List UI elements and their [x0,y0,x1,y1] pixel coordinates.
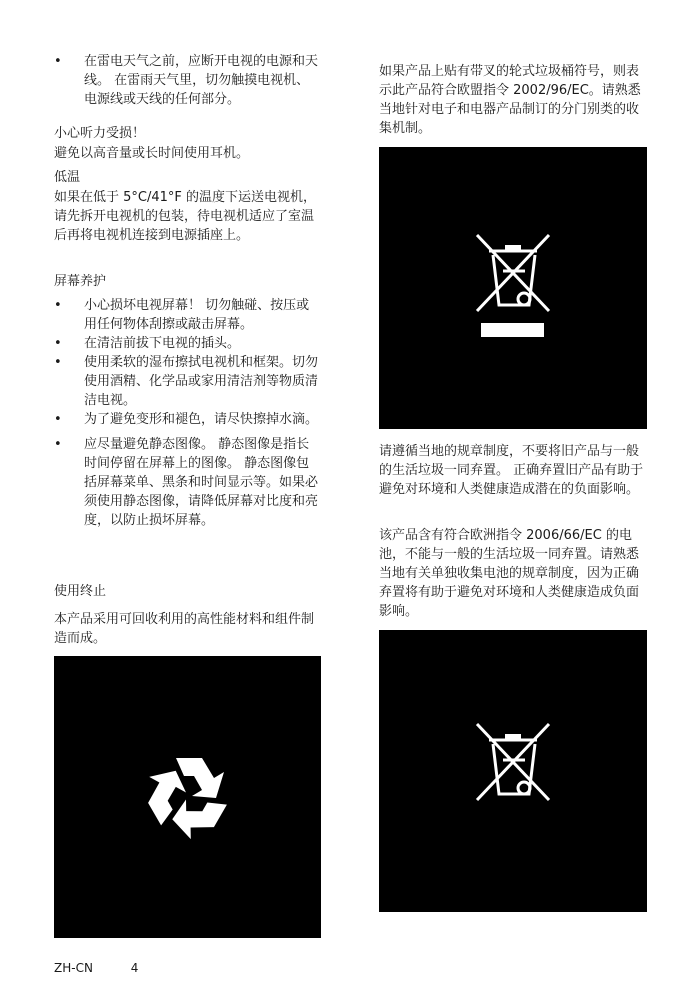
weee-text: 如果产品上贴有带叉的轮式垃圾桶符号，则表示此产品符合欧盟指令 2002/96/EC。请熟悉当地针对电子和电器产品制订的分门别类的收集机制。 [379,64,641,136]
list-item: • 为了避免变形和褪色，请尽快擦掉水滴。 [54,410,322,429]
recycle-icon [54,656,321,938]
crossed-bin-icon [379,630,647,912]
hearing-text: 避免以高音量或长时间使用耳机。 [54,146,250,161]
disposal-text: 请遵循当地的规章制度，不要将旧产品与一般的生活垃圾一同弃置。 正确弃置旧产品有助于避免对环境和人类健康造成潜在的负面影响。 [379,444,644,497]
page-number: 4 [130,961,139,975]
battery-image [379,630,647,912]
lowtemp-text: 如果在低于 5°C/41°F 的温度下运送电视机，请先拆开电视机的包装，待电视机适应了室温后再将电视机连接到电源插座上。 [54,190,317,243]
screen-care-heading: 屏幕养护 [54,274,107,289]
list-item: • 小心损坏电视屏幕！ 切勿触碰、按压或用任何物体刮擦或敲击屏幕。 [54,296,322,334]
weee-image [379,147,647,429]
lightning-list [54,52,322,109]
list-item: • 在清洁前拔下电视的插头。 [54,334,322,353]
list-item: • 应尽量避免静态图像。 静态图像是指长时间停留在屏幕上的图像。 静态图像包括屏幕菜单、黑条和时间显示等。如果必须使用静态图像，请降低屏幕对比度和亮度，以防止损坏屏幕。 [54,435,322,530]
battery-text: 该产品含有符合欧洲指令 2006/66/EC 的电池，不能与一般的生活垃圾一同弃置。请熟悉当地有关单独收集电池的规章制度，因为正确弃置将有助于避免对环境和人类健康造成负面影响。 [379,528,640,619]
list-item: • 在雷电天气之前，应断开电视的电源和天线。 在雷雨天气里，切勿触摸电视机、电源线或天线的任何部分。 [54,52,322,109]
lowtemp-heading: 低温 [54,170,81,185]
list-item: • 使用柔软的湿布擦拭电视机和框架。切勿使用酒精、化学品或家用清洁剂等物质清洁电视。 [54,353,322,410]
screen-care-list [54,296,322,530]
hearing-heading: 小心听力受损！ [54,126,146,141]
page-footer [54,961,138,975]
end-of-use-text: 本产品采用可回收利用的高性能材料和组件制造而成。 [54,612,315,646]
crossed-bin-icon [379,147,647,429]
end-of-use-heading: 使用终止 [54,584,107,599]
footer-language: ZH-CN [54,961,93,975]
recycle-image [54,656,321,938]
